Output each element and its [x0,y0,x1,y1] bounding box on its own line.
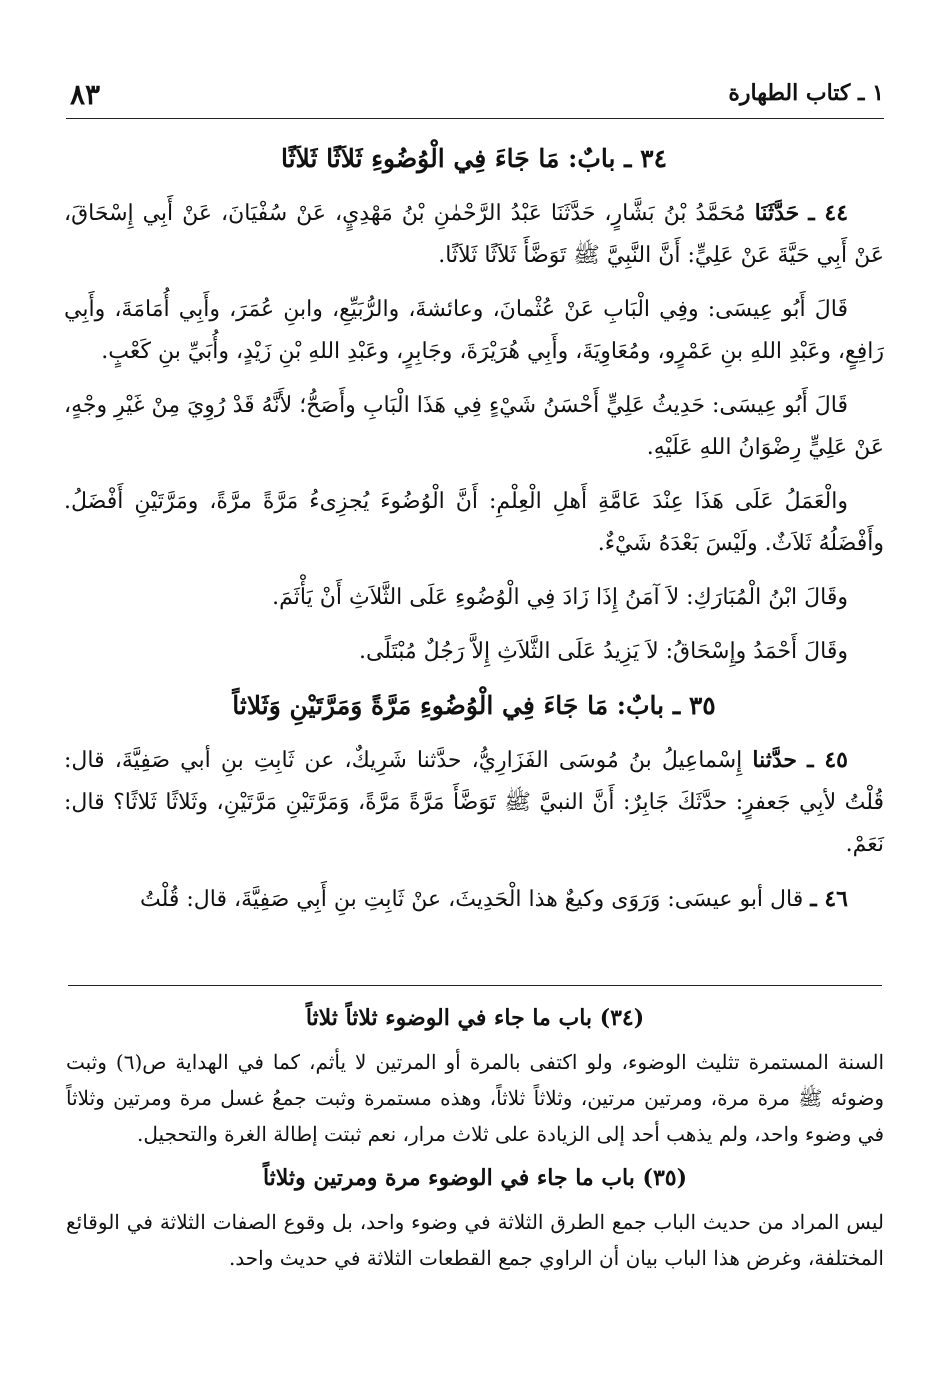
footnotes [66,1000,884,1284]
running-title: ١ ـ كتاب الطهارة [728,80,884,106]
footnote-35-title: (٣٥) باب ما جاء في الوضوء مرة ومرتين وثلاثاً [262,1165,688,1191]
hadith-lead: حَدَّثَنَا [754,200,800,226]
footnote-divider [68,985,882,986]
commentary-paragraph-1: قَالَ أَبُو عِيسَى: وفِي الْبَابِ عَنْ عُثْمانَ، وعائشةَ، والرُّبَيِّعِ، وابنِ عُمَرَ، وأَبِي أُمَامَةَ، وأَبِي رَافِعٍ، وعَبْدِ اللهِ بنِ عَمْرٍو، ومُعَاوِيَةَ، وأَبِي هُرَيْرَةَ، وجَابِرٍ، وعَبْدِ اللهِ بْنِ زَيْدٍ، وأُبَيِّ بنِ كَعْبٍ. [64,297,884,364]
chapter-34-title: ٣٤ ـ بابٌ: مَا جَاءَ فِي الْوُضُوءِ ثَلاَثًا ثَلاَثًا [280,144,668,173]
commentary-paragraph-4: وقَالَ ابْنُ الْمُبَارَكِ: لاَ آمَنُ إِذَا زَادَ فِي الْوُضُوءِ عَلَى الثَّلاَثِ أَنْ يَأْثَمَ. [272,585,848,610]
commentary-paragraph-5: وقَالَ أَحْمَدُ وإِسْحَاقُ: لاَ يَزِيدُ عَلَى الثَّلاَثِ إِلاَّ رَجُلٌ مُبْتَلًى. [358,639,848,664]
main-text [64,138,884,933]
footnote-35-text: ليس المراد من حديث الباب جمع الطرق الثلاثة في وضوء واحد، بل وقوع الصفات الثلاثة في الوقائع المختلفة، وغرض هذا الباب بيان أن الراوي جمع القطعات الثلاثة في حديث واحد. [66,1210,884,1270]
page-number: ٨٣ [70,78,101,111]
commentary-paragraph-2: قَالَ أَبُو عِيسَى: حَدِيثُ عَلِيٍّ أَحْسَنُ شَيْءٍ فِي هَذَا الْبَابِ وأَصَحُّ؛ لأَنَّهُ قَدْ رُوِيَ مِنْ غَيْرِ وجْهٍ، عَنْ عَلِيٍّ رِضْوَانُ اللهِ عَلَيْهِ. [64,393,884,460]
hadith-number: ٤٥ ـ [807,747,848,773]
hadith-number: ٤٦ ـ [810,886,848,912]
hadith-46 [64,878,884,921]
hadith-number: ٤٤ ـ [808,200,849,226]
page-header [66,74,884,119]
hadith-text: قال أبو عيسَى: وَرَوَى وكيعٌ هذا الْحَدِيثَ، عنْ ثَابِتِ بنِ أَبِي صَفِيَّةَ، قال: قُلْتُ [139,887,804,912]
hadith-44 [64,192,884,277]
hadith-lead: حدَّثنا [752,747,798,773]
hadith-text: إِسْماعِيلُ بنُ مُوسَى الفَزَارِيُّ، حدَّثنا شَرِيكٌ، عن ثَابِتِ بنِ أبي صَفِيَّةَ، قال: قُلْتُ لأبِي جَعفرٍ: حدَّثَكَ جَابِرٌ: أَنَّ النبيَّ ﷺ تَوَضَّأَ مَرَّةً مَرَّةً، وَمَرَّتَيْنِ مَرَّتَيْنِ، وثَلاثًا ثَلاثًا؟ قال: نَعَمْ. [64,748,884,857]
chapter-35-title: ٣٥ ـ بابٌ: مَا جَاءَ فِي الْوُضُوءِ مَرَّةً وَمَرَّتَيْنِ وَثَلاثاً [232,691,716,720]
footnote-34-title: (٣٤) باب ما جاء في الوضوء ثلاثاً ثلاثاً [305,1005,645,1031]
hadith-text: مُحَمَّدُ بْنُ بَشَّارٍ، حَدَّثَنَا عَبْدُ الرَّحْمٰنِ بْنُ مَهْدِيٍ، عَنْ سُفْيَانَ، عَنْ أَبِي إِسْحَاقَ، عَنْ أَبِي حَيَّةَ عَنْ عَلِيٍّ: أَنَّ النَّبِيَّ ﷺ تَوَضَّأَ ثَلاَثًا ثَلاَثًا. [64,201,884,268]
commentary-paragraph-3: والْعَمَلُ عَلَى هَذَا عِنْدَ عَامَّةِ أَهلِ الْعِلْمِ: أَنَّ الْوُضُوءَ يُجزِىءُ مَرَّةً مرَّةً، ومَرَّتَيْنِ أَفْضَلُ. وأَفْضَلُهُ ثَلاَثٌ. ولَيْسَ بَعْدَهُ شَيْءٌ. [64,489,884,556]
hadith-45 [64,739,884,866]
footnote-34-text: السنة المستمرة تثليث الوضوء، ولو اكتفى بالمرة أو المرتين لا يأثم، كما في الهداية ص(٦) وثبت وضوئه ﷺ مرة مرة، ومرتين مرتين، وثلاثاً ثلاثاً، وهذه مستمرة وثبت جمعُ غسل مرة ومرتين وثلاثاً في وضوء واحد، ولم يذهب أحد إلى الزيادة على ثلاث مرار، نعم ثبتت إطالة الغرة والتحجيل. [66,1050,884,1146]
